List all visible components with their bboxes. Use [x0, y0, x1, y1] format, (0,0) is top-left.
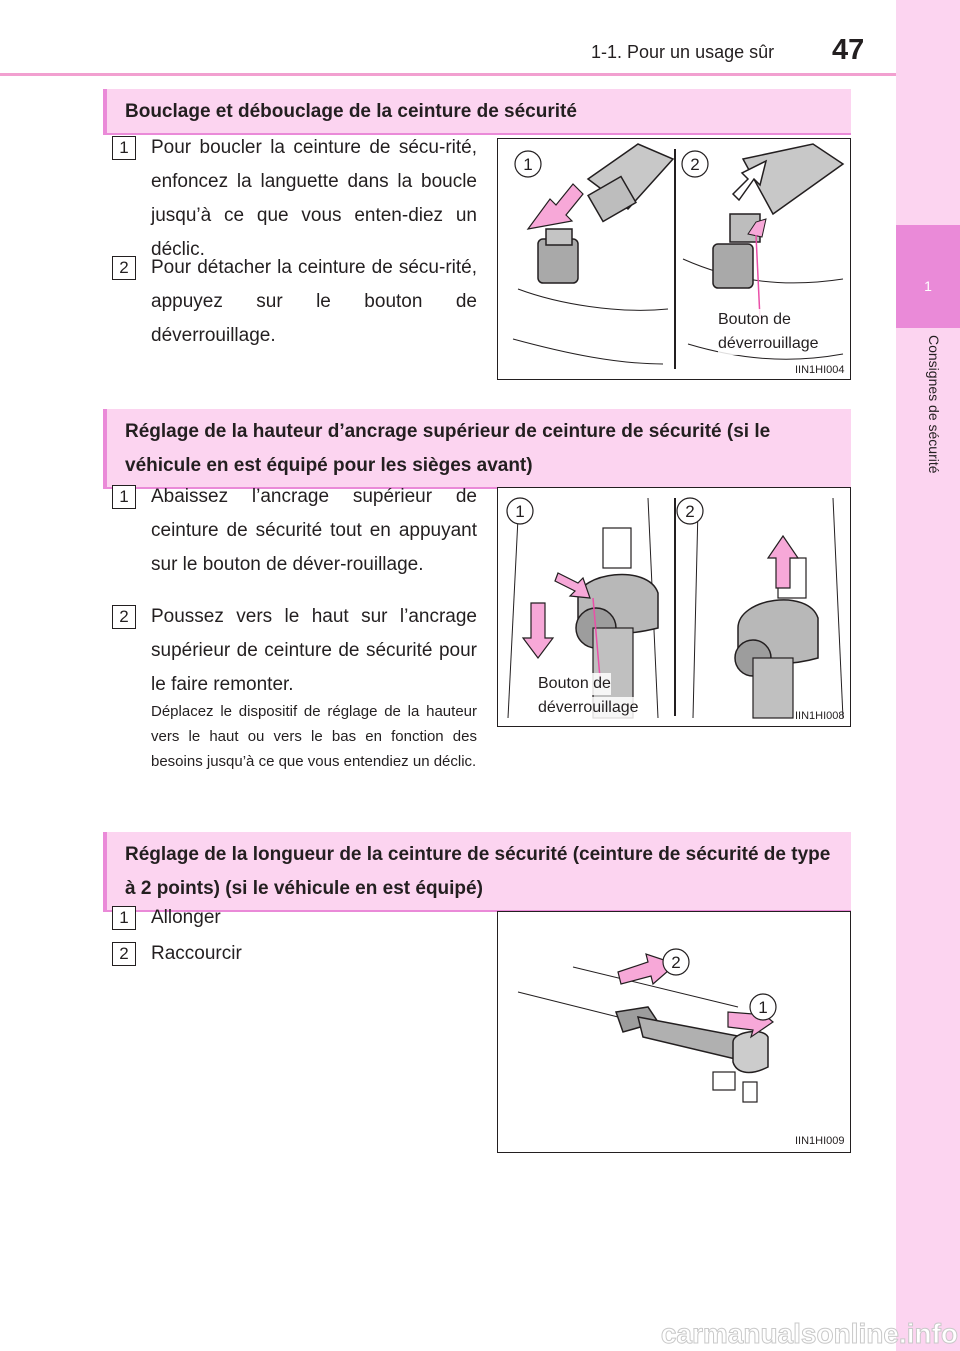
step-2	[113, 937, 477, 971]
step-number-badge: 1	[112, 136, 136, 160]
page-number: 47	[832, 34, 865, 66]
arrow-icon	[528, 184, 583, 229]
step-number-badge: 1	[112, 906, 136, 930]
step-text: Allonger	[151, 907, 221, 928]
step-number-badge: 2	[112, 605, 136, 629]
header-rule	[0, 73, 896, 76]
running-header: 1-1. Pour un usage sûr	[591, 42, 775, 62]
chapter-title: Consignes de sécurité	[926, 335, 942, 474]
figure-marker-1: 1	[758, 998, 768, 1017]
step-text: Abaissez l’ancrage supérieur de ceinture de sécurité tout en appuyant sur le bouton de déver-rouillage.	[151, 486, 477, 575]
arrow-icon	[523, 603, 553, 658]
figure-code: IIN1HI008	[795, 710, 845, 722]
watermark	[0, 1318, 960, 1351]
figure-anchor-illustration	[497, 487, 851, 727]
figure-code: IIN1HI009	[795, 1135, 845, 1147]
figure-buckle-illustration	[497, 138, 851, 380]
seatbelt-illustration	[498, 912, 851, 1153]
chapter-number-box	[896, 225, 960, 328]
figure-code: IIN1HI004	[795, 364, 845, 376]
release-button-label-line1: Bouton de	[718, 309, 791, 331]
figure-marker-1: 1	[523, 155, 533, 174]
step-number-badge: 2	[112, 256, 136, 280]
step-1	[113, 131, 477, 267]
chapter-side-tab	[896, 0, 960, 1351]
step-text: Pour boucler la ceinture de sécu-rité, enfoncez la languette dans la boucle jusqu’à ce que vous enten-diez un déclic.	[151, 137, 477, 260]
step-text: Poussez vers le haut sur l’ancrage supérieur de ceinture de sécurité pour le faire remonter.	[151, 606, 477, 695]
figure-marker-2: 2	[685, 502, 695, 521]
section-heading-height-adjust: Réglage de la hauteur d’ancrage supérieur de ceinture de sécurité (si le véhicule en est équipé pour les sièges avant)	[103, 409, 851, 489]
step-1	[113, 901, 477, 935]
step-text: Raccourcir	[151, 943, 242, 964]
watermark-text: carmanualsonline.info	[660, 1318, 958, 1349]
arrow-icon	[555, 573, 590, 598]
figure-marker-2: 2	[690, 155, 700, 174]
chapter-number: 1	[924, 278, 932, 294]
step-2	[113, 251, 477, 353]
release-button-label-line2: déverrouillage	[538, 697, 639, 719]
section-heading-buckling: Bouclage et débouclage de la ceinture de sécurité	[103, 89, 851, 135]
section-heading-length-adjust: Réglage de la longueur de la ceinture de sécurité (ceinture de sécurité de type à 2 points) (si le véhicule en est équipé)	[103, 832, 851, 912]
step-number-badge: 2	[112, 942, 136, 966]
figure-marker-2: 2	[671, 953, 681, 972]
height-adjust-note: Déplacez le dispositif de réglage de la hauteur vers le haut ou vers le bas en fonction des besoins jusqu’à ce que vous entendiez un déclic.	[151, 703, 477, 770]
step-text: Pour détacher la ceinture de sécu-rité, appuyez sur le bouton de déverrouillage.	[151, 257, 477, 346]
figure-length-illustration	[497, 911, 851, 1153]
step-2	[113, 600, 477, 702]
release-button-label-line2: déverrouillage	[718, 333, 819, 355]
step-1	[113, 480, 477, 582]
release-button-label-line1: Bouton de	[538, 673, 611, 695]
step-number-badge: 1	[112, 485, 136, 509]
figure-marker-1: 1	[515, 502, 525, 521]
